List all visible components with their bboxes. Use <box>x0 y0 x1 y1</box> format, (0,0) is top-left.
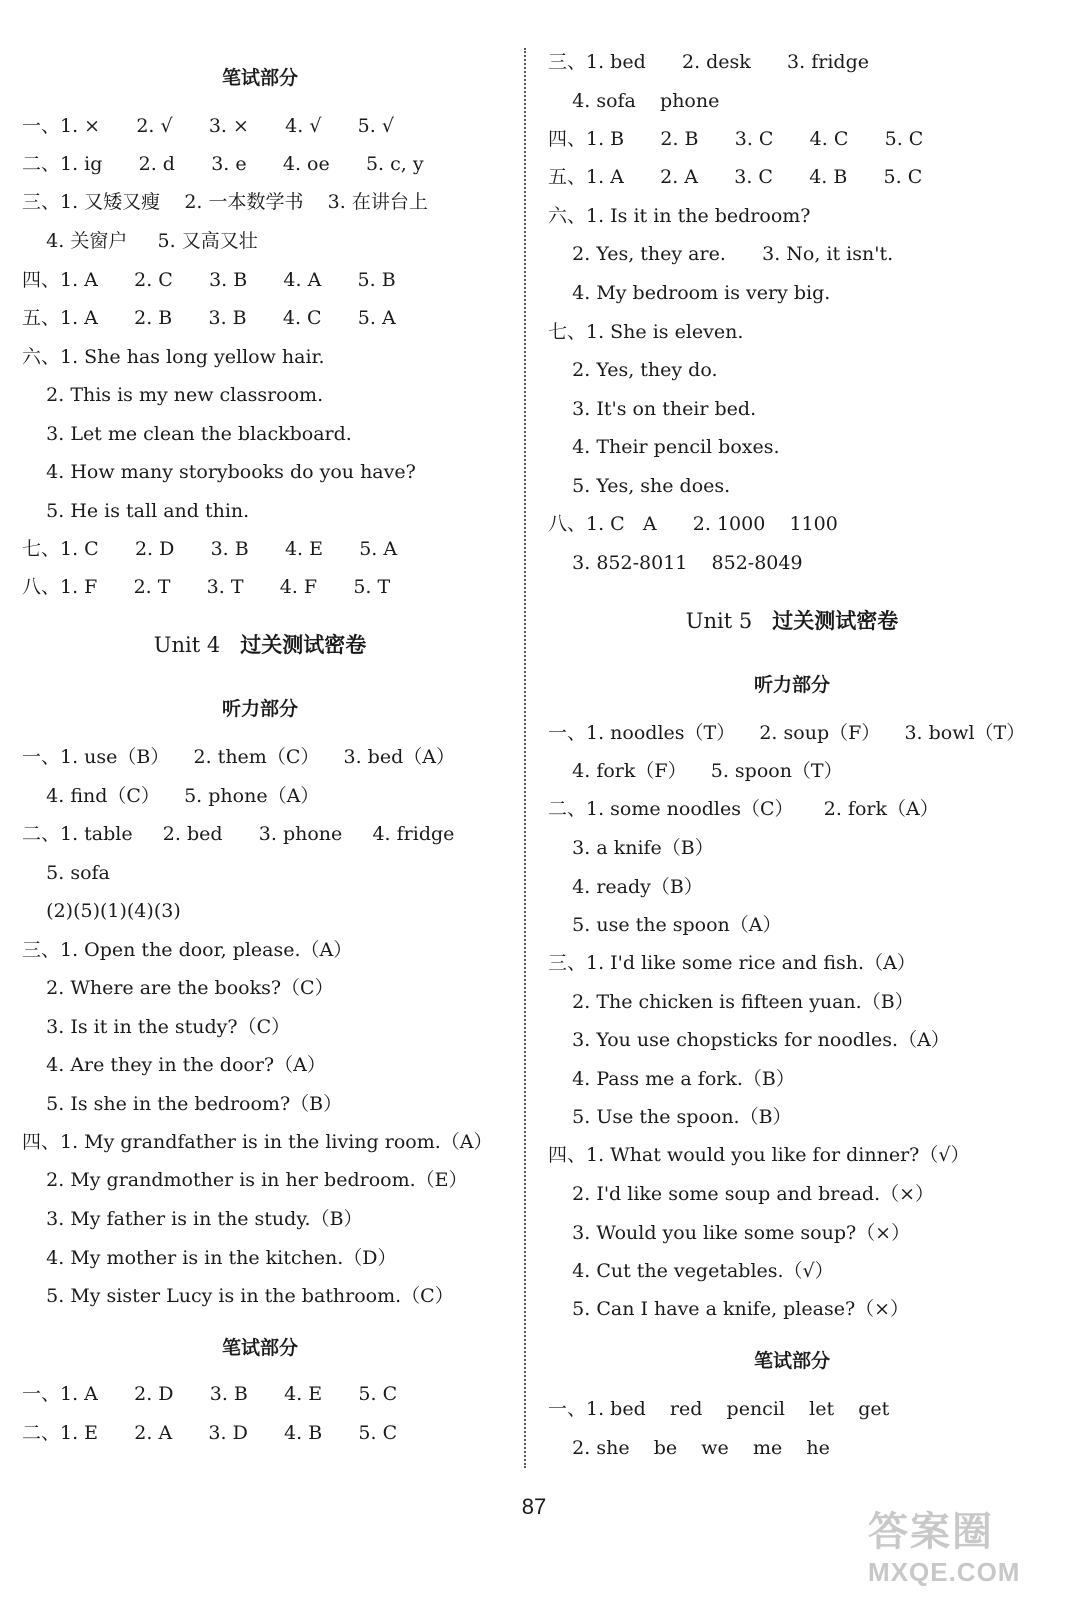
answer-line: 五、1. A 2. B 3. B 4. C 5. A <box>22 307 396 329</box>
answer-line: 5. My sister Lucy is in the bathroom.（C） <box>22 1285 454 1307</box>
answer-line: 4. Their pencil boxes. <box>548 436 780 458</box>
answer-line: 5. sofa <box>22 862 110 884</box>
answer-line: 八、1. F 2. T 3. T 4. F 5. T <box>22 576 391 598</box>
section-heading: 听力部分 <box>221 698 298 720</box>
answer-line: 4. 关窗户 5. 又高又壮 <box>22 230 258 252</box>
answer-line: 四、1. What would you like for dinner?（√） <box>548 1144 970 1166</box>
answer-line: 5. Is she in the bedroom?（B） <box>22 1093 343 1115</box>
section-heading: 笔试部分 <box>753 1350 830 1372</box>
section-heading: 听力部分 <box>753 674 830 696</box>
answer-line: 5. He is tall and thin. <box>22 500 250 522</box>
answer-line: 一、1. A 2. D 3. B 4. E 5. C <box>22 1383 398 1405</box>
answer-line: 3. 852-8011 852-8049 <box>548 552 803 574</box>
answer-line: 四、1. B 2. B 3. C 4. C 5. C <box>548 128 924 150</box>
answer-line: 三、1. I'd like some rice and fish.（A） <box>548 952 916 974</box>
answer-line: 2. The chicken is fifteen yuan.（B） <box>548 991 914 1013</box>
answer-line: 4. Pass me a fork.（B） <box>548 1068 795 1090</box>
section-heading: 笔试部分 <box>221 67 298 89</box>
answer-line: 3. You use chopsticks for noodles.（A） <box>548 1029 950 1051</box>
answer-line: 5. Yes, she does. <box>548 475 731 497</box>
answer-line: 一、1. × 2. √ 3. × 4. √ 5. √ <box>22 115 394 137</box>
answer-line: 2. Where are the books?（C） <box>22 977 334 999</box>
answer-line: 八、1. C A 2. 1000 1100 <box>548 513 838 535</box>
unit-label: Unit 5 <box>685 609 753 633</box>
answer-line: 七、1. C 2. D 3. B 4. E 5. A <box>22 538 398 560</box>
answer-line: 4. My bedroom is very big. <box>548 282 831 304</box>
answer-line: 3. My father is in the study.（B） <box>22 1208 363 1230</box>
answer-line: 4. My mother is in the kitchen.（D） <box>22 1247 397 1269</box>
unit-test-title: 过关测试密卷 <box>772 608 899 633</box>
watermark-bottom-text: MXQE.COM <box>868 1557 1021 1587</box>
answer-line: 三、1. Open the door, please.（A） <box>22 939 353 961</box>
column-divider <box>524 48 526 1468</box>
answer-line: 3. Is it in the study?（C） <box>22 1016 291 1038</box>
answer-line: 4. fork（F） 5. spoon（T） <box>548 760 843 782</box>
answer-line: (2)(5)(1)(4)(3) <box>22 900 181 922</box>
answer-line: 2. Yes, they are. 3. No, it isn't. <box>548 243 894 265</box>
answer-line: 4. ready（B） <box>548 876 703 898</box>
unit-label: Unit 4 <box>153 633 221 657</box>
answer-line: 二、1. ig 2. d 3. e 4. oe 5. c, y <box>22 153 424 175</box>
answer-line: 3. Would you like some soup?（×） <box>548 1222 911 1244</box>
answer-line: 七、1. She is eleven. <box>548 321 744 343</box>
answer-line: 一、1. use（B） 2. them（C） 3. bed（A） <box>22 746 455 768</box>
answer-line: 2. This is my new classroom. <box>22 384 324 406</box>
answer-line: 4. Are they in the door?（A） <box>22 1054 326 1076</box>
section-heading: 笔试部分 <box>221 1337 298 1359</box>
answer-line: 2. My grandmother is in her bedroom.（E） <box>22 1169 468 1191</box>
answer-line: 一、1. noodles（T） 2. soup（F） 3. bowl（T） <box>548 722 1026 744</box>
answer-line: 4. find（C） 5. phone（A） <box>22 785 320 807</box>
answer-line: 四、1. My grandfather is in the living room.（A） <box>22 1131 493 1153</box>
answer-line: 一、1. bed red pencil let get <box>548 1398 890 1420</box>
unit-title <box>0 633 520 657</box>
unit-test-title: 过关测试密卷 <box>240 632 367 657</box>
answer-line: 二、1. E 2. A 3. D 4. B 5. C <box>22 1422 398 1444</box>
answer-line: 三、1. bed 2. desk 3. fridge <box>548 51 869 73</box>
answer-line: 四、1. A 2. C 3. B 4. A 5. B <box>22 269 396 291</box>
answer-line: 2. I'd like some soup and bread.（×） <box>548 1183 935 1205</box>
answer-line: 六、1. Is it in the bedroom? <box>548 205 811 227</box>
answer-line: 五、1. A 2. A 3. C 4. B 5. C <box>548 166 923 188</box>
answer-line: 3. It's on their bed. <box>548 398 757 420</box>
answer-line: 2. she be we me he <box>548 1437 830 1459</box>
answer-line: 5. use the spoon（A） <box>548 914 782 936</box>
watermark-logo <box>868 1500 1038 1590</box>
answer-line: 4. Cut the vegetables.（√） <box>548 1260 834 1282</box>
answer-line: 5. Use the spoon.（B） <box>548 1106 792 1128</box>
answer-line: 5. Can I have a knife, please?（×） <box>548 1298 910 1320</box>
answer-line: 2. Yes, they do. <box>548 359 718 381</box>
answer-line: 3. Let me clean the blackboard. <box>22 423 352 445</box>
answer-line: 3. a knife（B） <box>548 837 714 859</box>
answer-line: 二、1. some noodles（C） 2. fork（A） <box>548 798 939 820</box>
answer-line: 三、1. 又矮又瘦 2. 一本数学书 3. 在讲台上 <box>22 191 428 213</box>
answer-line: 4. How many storybooks do you have? <box>22 461 416 483</box>
answer-line: 4. sofa phone <box>548 90 720 112</box>
unit-title <box>530 609 1054 633</box>
page-number: 87 <box>521 1494 547 1519</box>
answer-line: 六、1. She has long yellow hair. <box>22 346 325 368</box>
watermark-top-text: 答案圈 <box>868 1510 994 1554</box>
answer-line: 二、1. table 2. bed 3. phone 4. fridge <box>22 823 455 845</box>
